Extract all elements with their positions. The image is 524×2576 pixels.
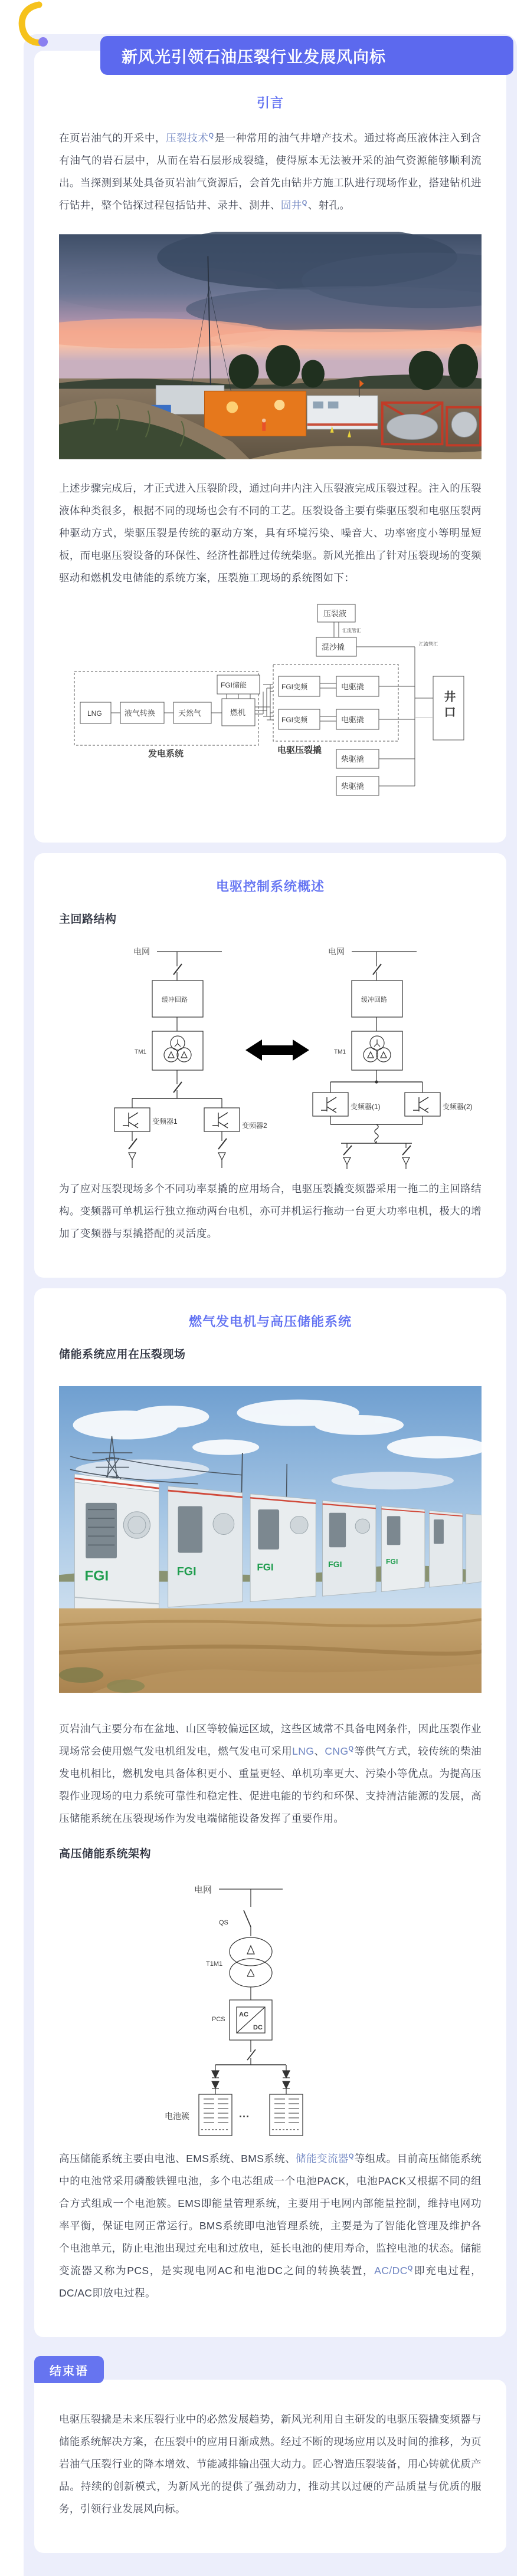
manifold-bus-label: 汇流管汇 [419,641,438,647]
search-reference-icon[interactable]: Q [407,2265,413,2272]
text-run: 页岩油气主要分布在盆地、山区等较偏远区域，这些区域常不具备电网条件，因此压裂作业现场常会使用燃气发电机组发电，燃气发电可采用 [59,1723,482,1757]
drive-heading: 电驱控制系统概述 [215,879,325,894]
storage-paragraph-2 [59,2147,482,2304]
section-conclusion [34,2380,506,2553]
storage-grid-label: 电网 [194,1885,212,1895]
fgi-logo-2: FGI [176,1565,196,1578]
text-run: 即充电过程，DC/AC即放电过程。 [59,2265,482,2299]
edrive-group-label: 电驱压裂撬 [277,745,322,755]
frac-site-dusk-photo [59,232,482,462]
text-run: 是一种常用的油气井增产技术。通过将高压液体注入到含有油气的岩石层中，从而在岩石层形成裂缝，使得原本无法被开采的油气资源能够顺利流出。当探测到某处具备页岩油气资源后，会首先由钻井方施工队进行现场作业，搭建钻机进行钻井，整个钻探过程包括钻井、录井、测井、 [59,132,482,211]
frac-fluid-label: 压裂液 [323,609,347,618]
inline-reference-link[interactable]: 压裂技术 [166,132,209,144]
conclusion-paragraph [59,2408,482,2520]
fgi-logo-5: FGI [385,1557,398,1566]
storage-paragraph-1 [59,1718,482,1830]
search-reference-icon[interactable]: Q [208,132,214,140]
conclusion-tab-label: 结束语 [50,2364,89,2378]
edrive-skid2-label: 电驱撬 [341,715,365,724]
diesel-skid1-label: 柴驱撬 [341,755,365,764]
storage-heading: 燃气发电机与高压储能系统 [188,1314,352,1329]
text-run: 、 [314,1745,325,1757]
battery-cluster-label: 电池簇 [165,2111,189,2121]
intro-paragraph-2 [59,477,482,589]
corner-ribbon-icon [15,1,57,51]
text-run: 、射孔。 [307,199,351,211]
t1m1-label: T1M1 [206,1960,223,1968]
input-box-left-label: 缓冲回路 [162,996,188,1004]
grid-right-label: 电网 [328,947,345,956]
ac-label: AC [239,2011,248,2018]
text-run: 电驱压裂撬是未来压裂行业中的必然发展趋势，新风光利用自主研发的电驱压裂撬变频器与储能系统解决方案，在压裂中的应用日渐成熟。经过不断的现场应用以及时间的推移，为页岩油气压裂行业的降本增效、节能减排输出强大动力。匠心智造压裂装备，用心铸就优质产品。持续的创新模式，为新风光的提供了强劲动力，推动其以过硬的产品质量与优质的服务，引领行业发展风向标。 [59,2413,482,2515]
main-circuit-subheading: 主回路结构 [59,913,117,926]
inverter2-label: 变频器2 [242,1121,267,1130]
storage-containers-photo-figure [59,1377,482,1702]
gas-conversion-label: 液气转换 [125,709,156,718]
vfd2-label: FGI变频 [281,716,307,724]
inline-reference-link[interactable]: LNG [292,1745,315,1757]
inline-reference-link[interactable]: 固井 [280,199,302,211]
search-reference-icon[interactable]: Q [348,1745,354,1753]
inverter2-alt-label: 变频器(2) [443,1103,473,1111]
diesel-skid2-label: 柴驱撬 [341,782,365,791]
fgi-logo-4: FGI [328,1560,342,1570]
text-run: 高压储能系统主要由电池、EMS系统、BMS系统、 [59,2153,296,2164]
gen-system-label: 发电系统 [148,749,184,759]
section-intro [34,51,506,843]
edrive-skid1-label: 电驱撬 [341,682,365,691]
transformer-right-label: TM1 [334,1049,346,1055]
main-circuit-figure [59,938,482,1169]
inverter1-alt-label: 变频器(1) [351,1103,381,1111]
text-run: 为了应对压裂现场多个不同功率泵撬的应用场合，电驱压裂撬变频器采用一拖二的主回路结构。变频器可单机运行独立拖动两台电机，亦可并机运行拖动一台更大功率电机，极大的增加了变频器与泵撬搭配的灵活度。 [59,1183,482,1239]
pcs-label: PCS [212,2016,225,2023]
storage-containers-photo [59,1377,482,1702]
system-diagram-figure [59,601,482,813]
input-box-right-label: 缓冲回路 [361,996,387,1004]
conclusion-tab [34,2356,104,2383]
storage-field-subheading: 储能系统应用在压裂现场 [59,1348,186,1361]
inline-reference-link[interactable]: 储能变流器 [296,2153,349,2164]
text-run: 等供气方式，较传统的柴油发电机相比，燃机发电具备体积更小、重量更轻、单机功率更大、污染小等优点。为提高压裂作业现场的电力系统可靠性和稳定性、促进电能的节约和环保、支持清洁能源的发展，高压储能系统在压裂现场作为发电端储能设备发挥了重要作用。 [59,1745,482,1824]
text-run: 在页岩油气的开采中， [59,132,166,144]
inline-reference-link[interactable]: AC/DC [374,2265,408,2276]
wellhead-label: 井口 [442,690,455,721]
intro-paragraph-1 [59,127,482,216]
natural-gas-label: 天然气 [178,709,202,718]
fgi-logo-1: FGI [84,1568,109,1584]
intro-heading: 引言 [256,96,284,110]
grid-left-label: 电网 [133,947,150,956]
section-storage [34,1288,506,2337]
storage-architecture-diagram [143,1873,397,2139]
text-run: 等组成。目前高压储能系统中的电池常采用磷酸铁锂电池，多个电芯组成一个电池PACK，电池PACK又根据不同的组合方式组成一个电池簇。EMS即能量管理系统，主要用于电网内部能量控制，维持电网功率平衡，保证电网正常运行。BMS系统即电池管理系统，主要是为了智能化管理及维护各个电池单元，防止电池出现过充电和过放电，延长电池的使用寿命，监控电池的状态。储能变流器又称为PCS，是实现电网AC和电池DC之间的转换装置， [59,2153,482,2276]
fgi-storage-label: FGI储能 [221,681,247,689]
article-container [24,34,517,2576]
inverter1-label: 变频器1 [152,1117,178,1126]
fgi-logo-3: FGI [257,1561,274,1573]
article-title: 新风光引领石油压裂行业发展风向标 [122,48,386,66]
text-run: 上述步骤完成后，才正式进入压裂阶段，通过向井内注入压裂液完成压裂过程。注入的压裂液体种类很多，根据不同的现场也会有不同的工艺。压裂设备主要有柴驱压裂和电驱压裂两种驱动方式，柴驱压裂是传统的驱动方案，具有环境污染、噪音大、功率密度小等明显短板，而电驱压裂设备的环保性、经济性都胜过传统柴驱。新风光推出了针对压裂现场的变频驱动和燃机发电储能的系统方案，压裂施工现场的系统图如下： [59,482,482,584]
vfd1-label: FGI变频 [281,683,307,691]
inline-reference-link[interactable]: CNG [325,1745,349,1757]
search-reference-icon[interactable]: Q [302,199,307,207]
manifold-small-label: 汇流管汇 [342,628,361,633]
storage-architecture-figure [59,1873,482,2139]
battery-dots: ··· [239,2111,250,2123]
search-reference-icon[interactable]: Q [348,2153,354,2160]
transformer-left-label: TM1 [135,1049,146,1055]
frac-site-photo-figure [59,232,482,462]
storage-arch-subheading: 高压储能系统架构 [59,1848,152,1860]
drive-paragraph-1 [59,1177,482,1245]
qs-label: QS [219,1919,228,1926]
lng-box-label: LNG [87,709,102,718]
section-drive-control [34,853,506,1278]
article-title-badge [100,36,513,75]
mixer-label: 混沙撬 [322,643,345,652]
frac-system-diagram [70,601,471,813]
turbine-label: 燃机 [230,708,246,717]
main-circuit-diagram [64,938,477,1169]
dc-label: DC [253,2024,263,2031]
